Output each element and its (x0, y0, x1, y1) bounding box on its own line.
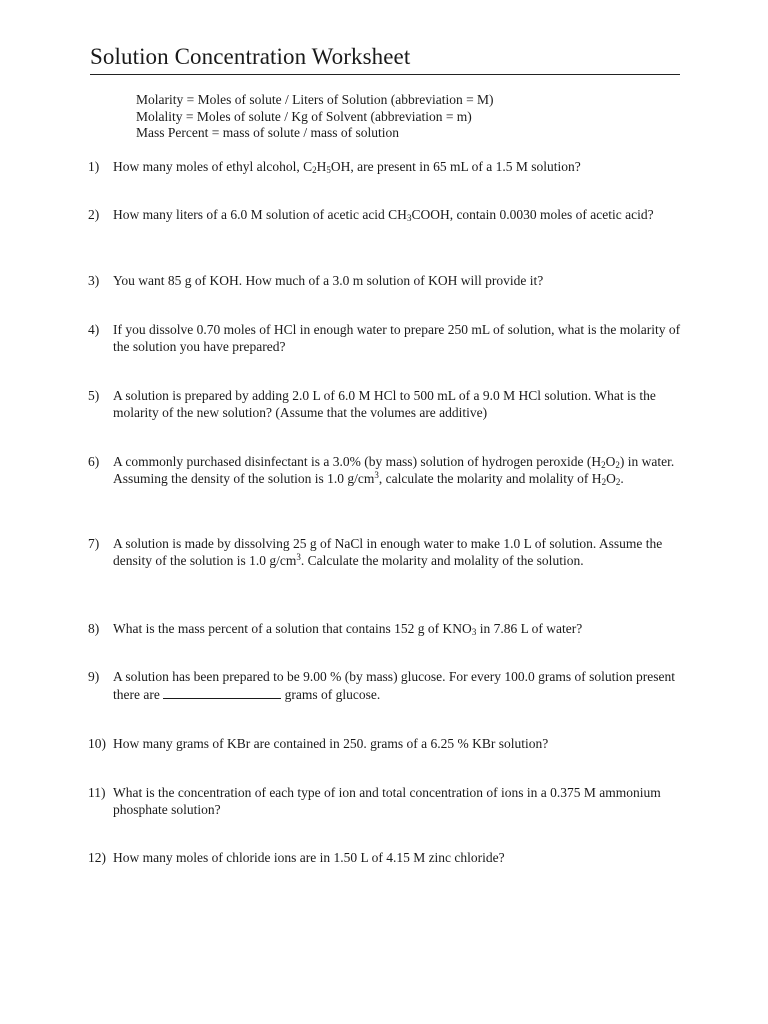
question-number: 10) (88, 736, 106, 751)
question-text: What is the mass percent of a solution that contains 152 g of $KNO_3$ in 7.86 L of water? (113, 621, 583, 637)
question-9 (88, 669, 683, 703)
question-text: How many moles of ethyl alcohol, $C_2H_5OH$, are present in 65 mL of a 1.5 M solution? (113, 159, 581, 175)
question-5 (88, 388, 683, 421)
question-text: If you dissolve 0.70 moles of HCl in enough water to prepare 250 mL of solution, what is the molarity of the solution you have prepared? (113, 322, 681, 354)
question-text: What is the concentration of each type of ion and total concentration of ions in a 0.375 M ammonium phosphate solution? (113, 785, 661, 817)
question-number: 9) (88, 669, 100, 684)
question-number: 6) (88, 454, 100, 469)
question-10 (88, 736, 683, 753)
question-number: 5) (88, 388, 100, 403)
definition-molarity: Molarity = Moles of solute / Liters of Solution (abbreviation = M) (136, 92, 494, 107)
question-1 (88, 159, 683, 176)
question-2 (88, 207, 683, 224)
question-text: How many liters of a 6.0 M solution of acetic acid $CH_3COOH$, contain 0.0030 moles of acetic acid? (113, 207, 654, 223)
question-text: How many moles of chloride ions are in 1.50 L of 4.15 M zinc chloride? (113, 850, 505, 865)
question-number: 2) (88, 207, 100, 222)
question-4 (88, 322, 683, 355)
question-11 (88, 785, 683, 818)
definitions-block (136, 92, 494, 142)
question-12 (88, 850, 683, 867)
question-number: 3) (88, 273, 100, 288)
question-text: A solution has been prepared to be 9.00 % (by mass) glucose. For every 100.0 grams of solution present there are grams of glucose. (113, 669, 676, 702)
question-number: 12) (88, 850, 106, 865)
definition-mass-percent: Mass Percent = mass of solute / mass of solution (136, 125, 399, 140)
question-7 (88, 536, 683, 569)
question-6 (88, 454, 683, 487)
question-number: 11) (88, 785, 106, 800)
question-text: You want 85 g of KOH. How much of a 3.0 m solution of KOH will provide it? (113, 273, 544, 288)
title-underline (90, 74, 680, 75)
page-title: Solution Concentration Worksheet (90, 44, 411, 69)
definition-molality: Molality = Moles of solute / Kg of Solvent (abbreviation = m) (136, 108, 472, 124)
answer-blank[interactable] (163, 686, 281, 699)
question-8 (88, 621, 683, 638)
question-text: A commonly purchased disinfectant is a 3.0% (by mass) solution of hydrogen peroxide $(H_2O_2)$ in water. Assuming the density of the solution is 1.0 $g/cm^3$, calculate the molarity and molality of $H_2O_2$. (113, 454, 675, 487)
question-3 (88, 273, 683, 290)
question-number: 4) (88, 322, 100, 337)
question-number: 1) (88, 159, 100, 174)
question-number: 8) (88, 621, 100, 636)
question-text: A solution is made by dissolving 25 g of NaCl in enough water to make 1.0 L of solution. Assume the density of the solution is 1.0 $g/cm^3$. Calculate the molarity and molality of the solution. (113, 536, 663, 568)
question-text: A solution is prepared by adding 2.0 L of 6.0 M HCl to 500 mL of a 9.0 M HCl solution. What is the molarity of the new solution? (Assume that the volumes are additive) (113, 388, 656, 420)
question-number: 7) (88, 536, 100, 551)
question-text: How many grams of KBr are contained in 250. grams of a 6.25 % KBr solution? (113, 736, 549, 751)
